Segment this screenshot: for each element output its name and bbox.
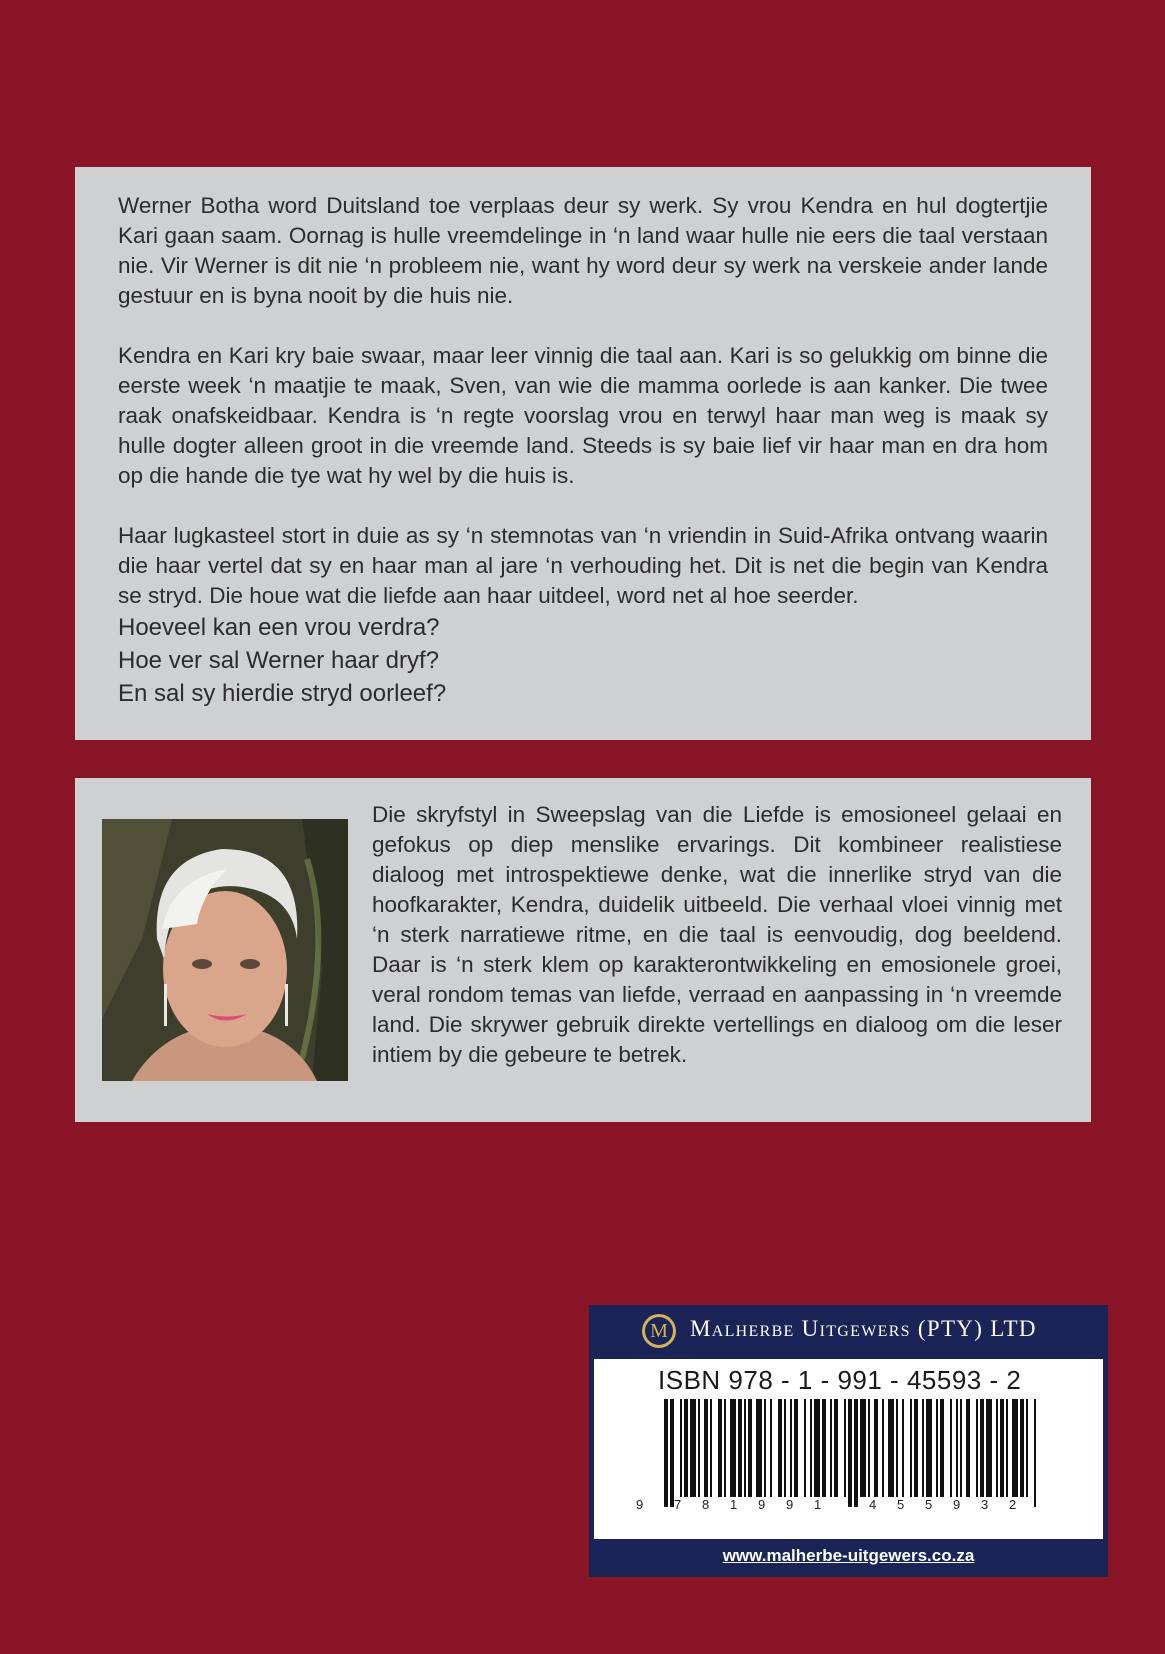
question-2: Hoe ver sal Werner haar dryf?: [118, 647, 440, 674]
barcode-bar: [910, 1399, 912, 1497]
barcode-bar: [724, 1399, 726, 1497]
question-3: En sal sy hierdie stryd oorleef?: [118, 680, 447, 707]
barcode-bar: [956, 1399, 958, 1497]
synopsis-paragraph-2: Kendra en Kari kry baie swaar, maar leer vinnig die taal aan. Kari is so gelukkig om binne die eerste week ‘n maatjie te maak, Sven, van wie die mamma oorlede is aan kanker. Die twee raak onafskeidbaar. Kendra is ‘n regte voorslag vrou en terwyl haar man weg is maak sy hulle dogter alleen groot in die vreemde land. Steeds is sy baie lief vir haar man en dra hom op die hande die tye wat hy wel by die huis is.: [118, 343, 1048, 488]
barcode-bar: [1034, 1399, 1036, 1507]
author-photo: [102, 819, 348, 1081]
synopsis-paragraph-1: Werner Botha word Duitsland toe verplaas deur sy werk. Sy vrou Kendra en hul dogtertjie Kari gaan saam. Oornag is hulle vreemdelinge in ‘n land waar hulle nie eers die taal verstaan nie. Vir Werner is dit nie ‘n probleem nie, want hy word deur sy werk na verskeie ander lande gestuur en is byna nooit by die huis nie.: [118, 193, 1048, 308]
barcode-bar: [680, 1399, 682, 1497]
barcode-bar: [690, 1399, 696, 1497]
barcode-bar: [664, 1399, 668, 1507]
isbn-block: [589, 1305, 1108, 1577]
barcode-bar: [718, 1399, 722, 1497]
barcode-bar: [882, 1399, 884, 1497]
barcode-bars: [664, 1399, 1036, 1507]
barcode-bar: [950, 1399, 952, 1497]
barcode-digit: 9: [953, 1497, 961, 1512]
barcode-digit: 9: [786, 1497, 794, 1512]
barcode-bar: [960, 1399, 962, 1497]
barcode-bar: [738, 1399, 742, 1497]
barcode-bar: [874, 1399, 878, 1497]
barcode-bar: [710, 1399, 712, 1497]
barcode-digit: 1: [814, 1497, 822, 1512]
barcode-bar: [860, 1399, 866, 1497]
barcode-bar: [986, 1399, 992, 1497]
synopsis-panel: [75, 167, 1091, 740]
barcode-bar: [926, 1399, 932, 1497]
author-description: Die skryfstyl in Sweepslag van die Liefde is emosioneel gelaai en gefokus op diep menslike ervarings. Dit kombineer realistiese dialoog met introspektiewe denke, wat die innerlike stryd van die hoofkarakter, Kendra, duidelik uitbeeld. Die verhaal vloei vinnig met ‘n sterk narratiewe ritme, en die taal is eenvoudig, dog beeldend. Daar is ‘n sterk klem op karakterontwikkeling en emosionele groei, veral rondom temas van liefde, verraad en aanpassing in ‘n vreemde land. Die skrywer gebruik direkte vertellings en dialoog om die leser intiem by die gebeure te betrek.: [372, 802, 1062, 1067]
synopsis-paragraph-3: Haar lugkasteel stort in duie as sy ‘n stemnotas van ‘n vriendin in Suid-Afrika ontvang waarin die haar vertel dat sy en haar man al jare ‘n verhouding het. Dit is net die begin van Kendra se stryd. Die houe wat die liefde aan haar uitdeel, word net al hoe seerder.: [118, 523, 1048, 608]
barcode-digit: 9: [758, 1497, 766, 1512]
barcode-bar: [1006, 1399, 1008, 1497]
barcode-digit: 3: [981, 1497, 989, 1512]
barcode-digit: 8: [702, 1497, 710, 1512]
barcode-bar: [936, 1399, 938, 1497]
barcode-digit: 9: [636, 1497, 644, 1512]
barcode-bar: [996, 1399, 998, 1497]
barcode-bar: [730, 1399, 736, 1497]
barcode-bar: [814, 1399, 820, 1497]
logo-letter: M: [645, 1317, 673, 1345]
barcode-bar: [764, 1399, 766, 1497]
barcode-bar: [1012, 1399, 1018, 1497]
barcode-bar: [896, 1399, 898, 1497]
barcode-bar: [810, 1399, 812, 1497]
barcode-bar: [670, 1399, 674, 1507]
barcode-bar: [888, 1399, 894, 1497]
barcode-bar: [966, 1399, 970, 1497]
barcode-digit: 1: [730, 1497, 738, 1512]
publisher-website-link[interactable]: www.malherbe-uitgewers.co.za: [722, 1546, 975, 1565]
barcode-bar: [1020, 1399, 1024, 1497]
barcode-bar: [784, 1399, 786, 1497]
barcode-bar: [940, 1399, 944, 1497]
isbn-number: ISBN 978 - 1 - 991 - 45593 - 2: [658, 1365, 1022, 1395]
barcode-bar: [822, 1399, 826, 1497]
publisher-name: Malherbe Uitgewers (PTY) LTD: [690, 1316, 1037, 1341]
barcode-digit: 2: [1009, 1497, 1017, 1512]
barcode-bar: [778, 1399, 782, 1497]
question-1: Hoeveel kan een vrou verdra?: [118, 614, 440, 641]
barcode-digit: 7: [674, 1497, 682, 1512]
publisher-logo-icon: [642, 1314, 676, 1348]
barcode-bar: [848, 1399, 852, 1507]
barcode-bar: [704, 1399, 708, 1497]
barcode-bar: [684, 1399, 688, 1497]
barcode-digit: 5: [897, 1497, 905, 1512]
author-panel: [75, 778, 1091, 1122]
barcode-bar: [902, 1399, 904, 1497]
barcode-bar: [744, 1399, 746, 1497]
barcode-bar: [790, 1399, 792, 1497]
barcode-digit: 5: [925, 1497, 933, 1512]
barcode-bar: [698, 1399, 700, 1497]
barcode-digit: 4: [869, 1497, 877, 1512]
barcode-bar: [834, 1399, 838, 1497]
barcode-area: [594, 1359, 1103, 1539]
barcode-bar: [854, 1399, 858, 1507]
barcode-bar: [804, 1399, 806, 1497]
author-portrait-illustration: [102, 819, 348, 1081]
barcode-bar: [748, 1399, 752, 1497]
barcode-bar: [976, 1399, 978, 1497]
barcode-bar: [794, 1399, 798, 1497]
barcode-bar: [1026, 1399, 1028, 1497]
barcode-bar: [914, 1399, 918, 1497]
barcode: [594, 1359, 1103, 1539]
barcode-bar: [1000, 1399, 1004, 1497]
barcode-digits: [636, 1497, 1016, 1512]
barcode-bar: [830, 1399, 832, 1497]
barcode-bar: [980, 1399, 984, 1497]
barcode-bar: [756, 1399, 762, 1497]
barcode-bar: [770, 1399, 772, 1497]
publisher-bar: [589, 1305, 1108, 1357]
barcode-bar: [868, 1399, 870, 1497]
barcode-bar: [922, 1399, 924, 1497]
barcode-bar: [844, 1399, 846, 1497]
